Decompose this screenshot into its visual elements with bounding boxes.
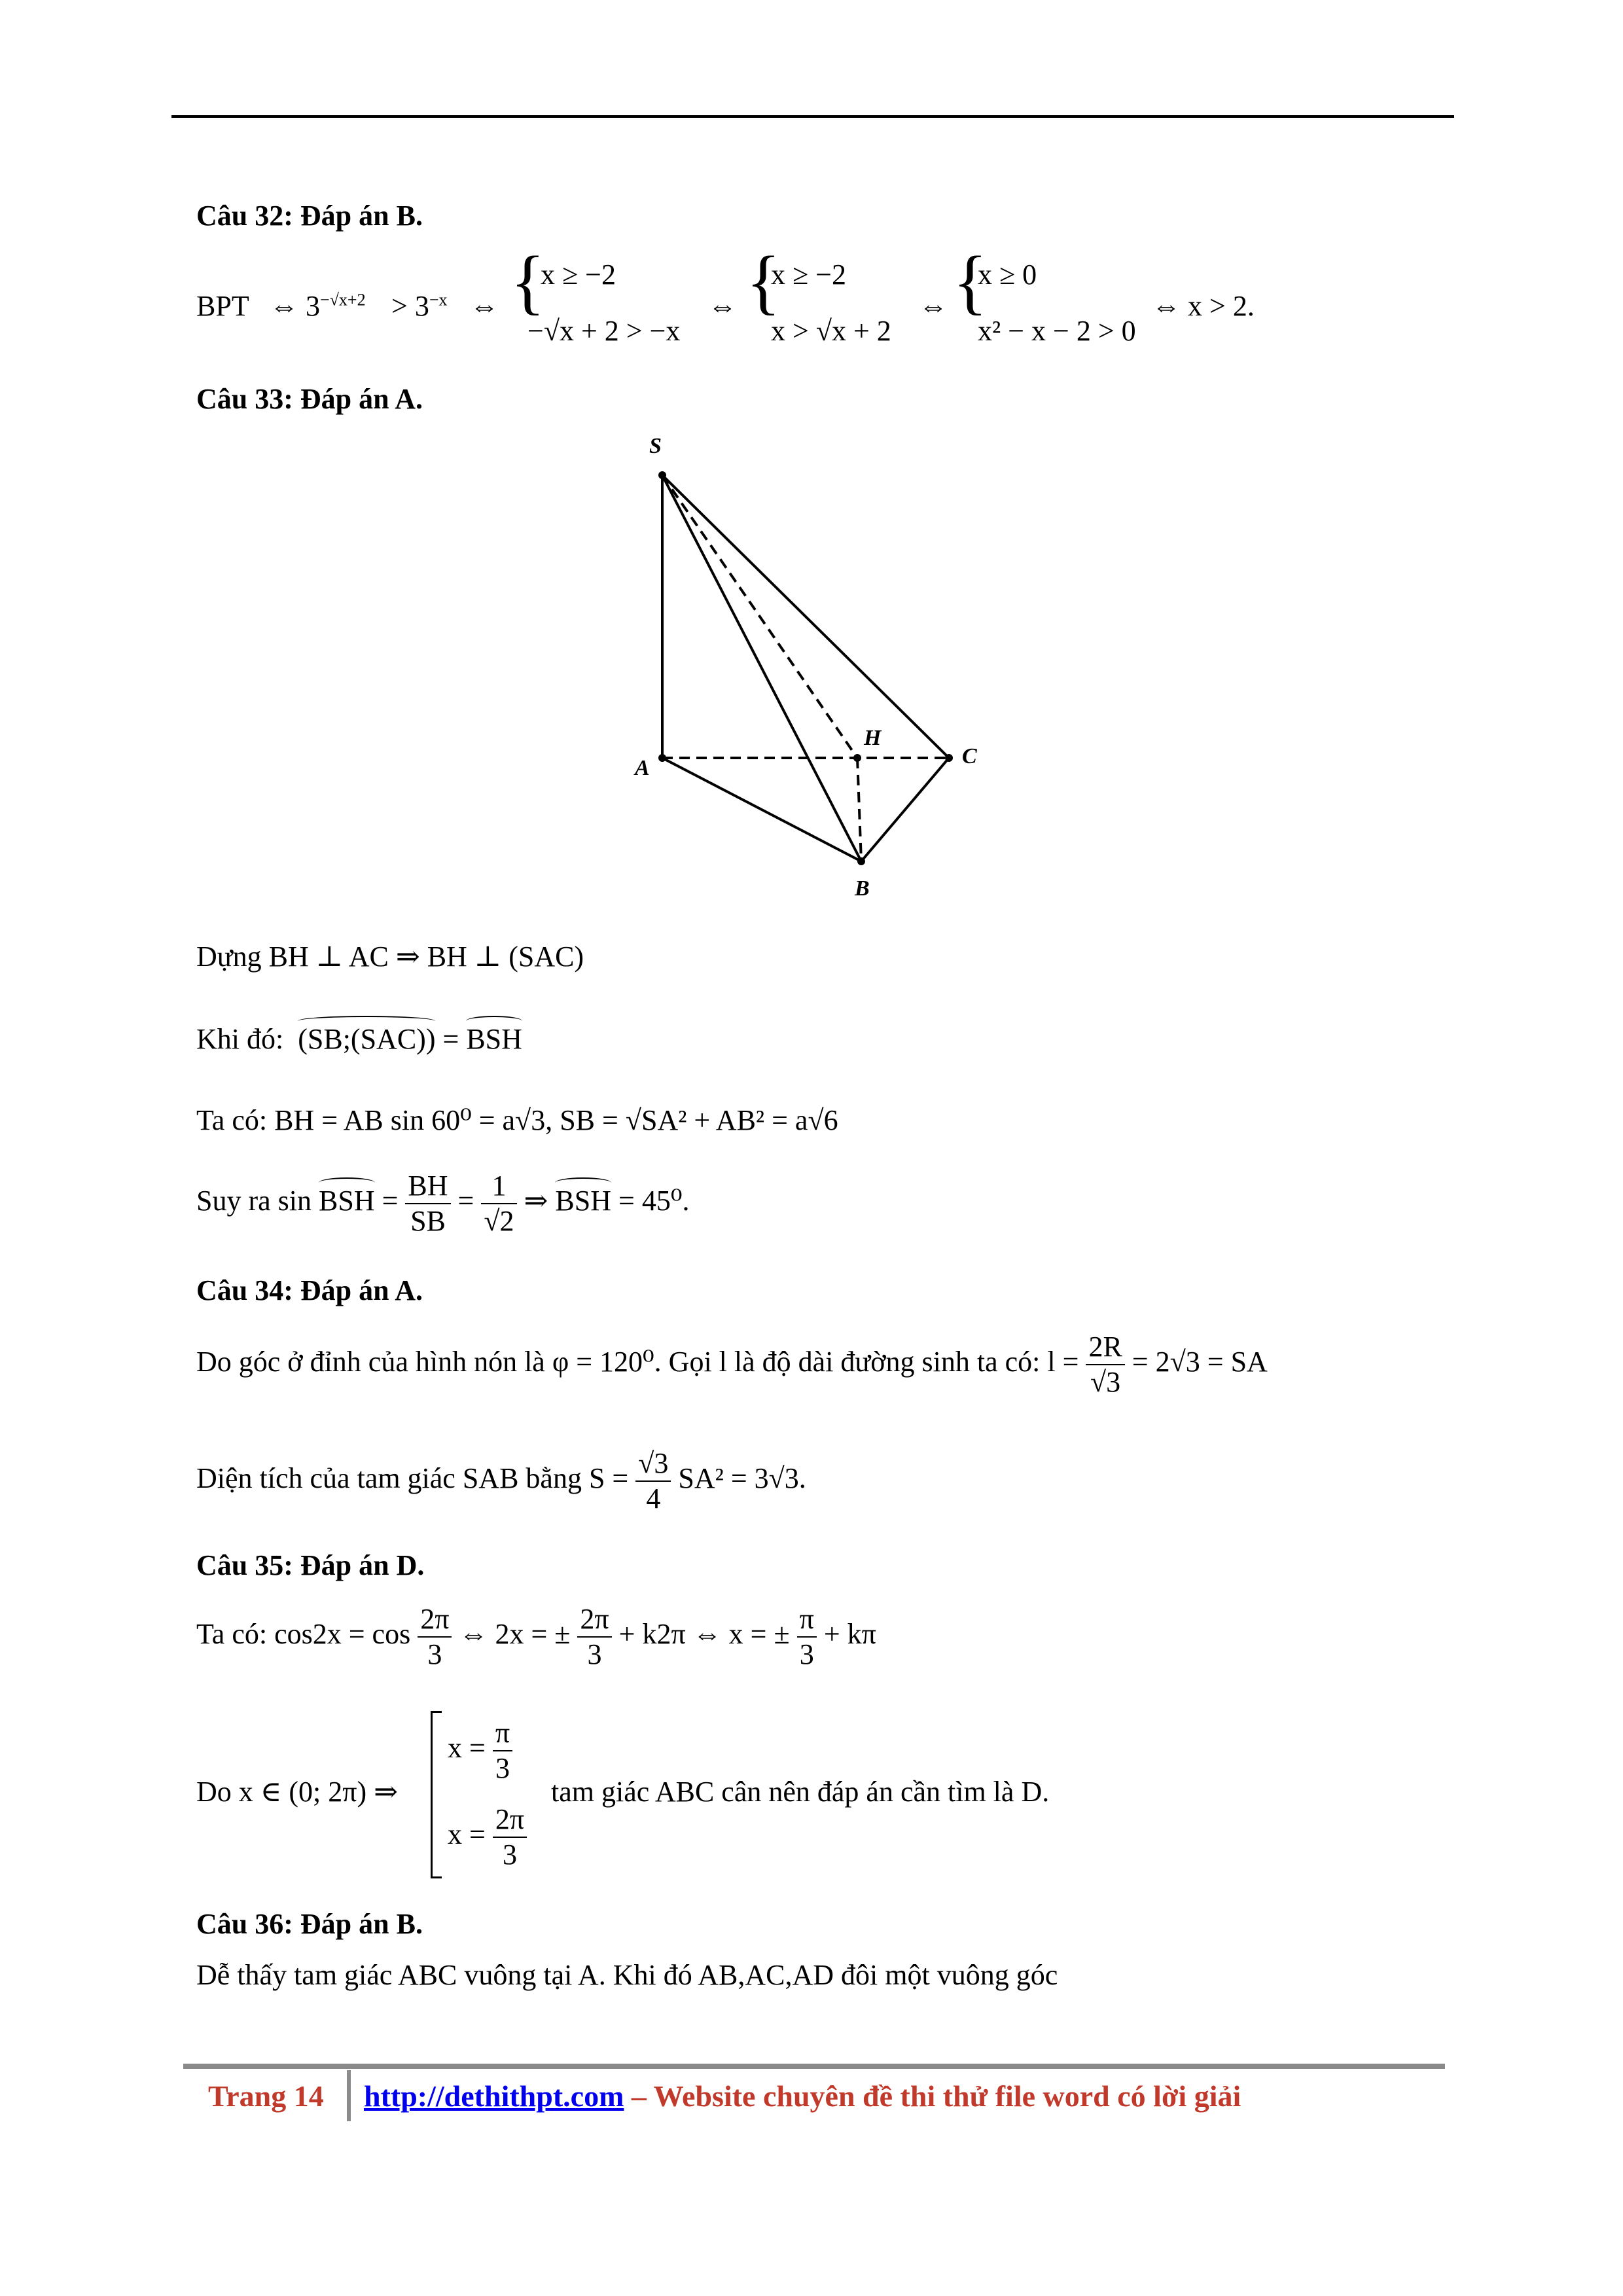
q32-sys3-a: x ≥ 0 <box>978 259 1037 291</box>
q35-heading: Câu 35: Đáp án D. <box>196 1549 425 1581</box>
q32-heading: Câu 32: Đáp án B. <box>196 200 423 232</box>
q34-line2: Diện tích của tam giác SAB bằng S = $\frac{√3}{4}$ SA² = 3√3. <box>196 1447 806 1515</box>
q34-heading: Câu 34: Đáp án A. <box>196 1274 423 1306</box>
q32-lhs: ⇔ $3^{-√x+2}$ <box>270 290 366 322</box>
q32-sys3-b: x² − x − 2 > 0 <box>978 315 1136 347</box>
footer-rule <box>183 2064 1445 2069</box>
label-S: S <box>649 434 662 458</box>
q32-label: BPT <box>196 290 249 322</box>
footer-page: Trang 14 <box>208 2079 324 2113</box>
label-B: B <box>855 876 870 901</box>
q32-brace-1: { <box>510 242 545 321</box>
q36-heading: Câu 36: Đáp án B. <box>196 1908 423 1940</box>
header-rule <box>171 115 1454 118</box>
footer-divider <box>347 2070 351 2121</box>
label-A: A <box>635 756 650 780</box>
q32-sys1-b: −√x + 2 > −x <box>527 315 681 347</box>
edge-SH-dashed <box>662 475 857 758</box>
q32-iff-3: ⇔ <box>919 290 948 322</box>
q35-line1: Ta có: cos2x = cos $\frac{2\pi}{3}$ ⇔ 2x = ± $\frac{2\pi}{3}$ + k2π ⇔ x = ± $\frac{\pi}{3}$ + kπ <box>196 1603 876 1670</box>
q32-result: ⇔ x > 2. <box>1152 290 1255 322</box>
q32-brace-2: { <box>746 242 781 321</box>
q32-sys2-b: x > √x + 2 <box>771 315 891 347</box>
q32-iff-2: ⇔ <box>708 290 737 322</box>
q33-line3: Ta có: BH = AB sin 60⁰ = a√3, SB = √SA² + AB² = a√6 <box>196 1104 838 1136</box>
edge-AB <box>662 758 861 861</box>
q35-case1: x = $\frac{\pi}{3}$ <box>448 1719 512 1783</box>
q32-brace-3: { <box>953 242 988 321</box>
q33-heading: Câu 33: Đáp án A. <box>196 383 423 415</box>
q33-line2: Khi đó: (SB;(SAC)) = BSH <box>196 1023 522 1055</box>
edge-BH-dashed <box>857 758 861 861</box>
q32-sys2-a: x ≥ −2 <box>771 259 846 291</box>
q36-line1: Dễ thấy tam giác ABC vuông tại A. Khi đó AB,AC,AD đôi một vuông góc <box>196 1959 1058 1991</box>
footer-text: http://dethithpt.com – Website chuyên đề thi thử file word có lời giải <box>364 2079 1241 2113</box>
q32-rhs: > $3^{-x}$ <box>391 290 448 322</box>
edge-BC <box>861 758 949 861</box>
q35-line2-tail: tam giác ABC cân nên đáp án cần tìm là D. <box>551 1776 1050 1808</box>
q34-line1: Do góc ở đỉnh của hình nón là φ = 120⁰. Gọi l là độ dài đường sinh ta có: l = $\frac{2R}{√3}$ = 2√3 = SA <box>196 1331 1268 1398</box>
q32-iff-1: ⇔ <box>470 290 499 322</box>
q35-case-bracket <box>431 1711 442 1878</box>
pyramid-figure <box>615 425 1021 910</box>
footer-link[interactable]: http://dethithpt.com <box>364 2079 624 2113</box>
q33-line4: Suy ra sin BSH = $\frac{BH}{SB}$ = $\frac{1}{√2}$ ⇒ BSH = 45⁰. <box>196 1170 690 1237</box>
q35-line2-lead: Do x ∈ (0; 2π) ⇒ <box>196 1776 398 1808</box>
label-C: C <box>962 744 977 768</box>
edge-SB <box>662 475 861 861</box>
edge-SC <box>662 475 949 758</box>
q33-line1: Dựng BH ⊥ AC ⇒ BH ⊥ (SAC) <box>196 941 584 973</box>
label-H: H <box>864 726 882 750</box>
q35-case2: x = $\frac{2\pi}{3}$ <box>448 1805 527 1869</box>
q32-sys1-a: x ≥ −2 <box>541 259 616 291</box>
